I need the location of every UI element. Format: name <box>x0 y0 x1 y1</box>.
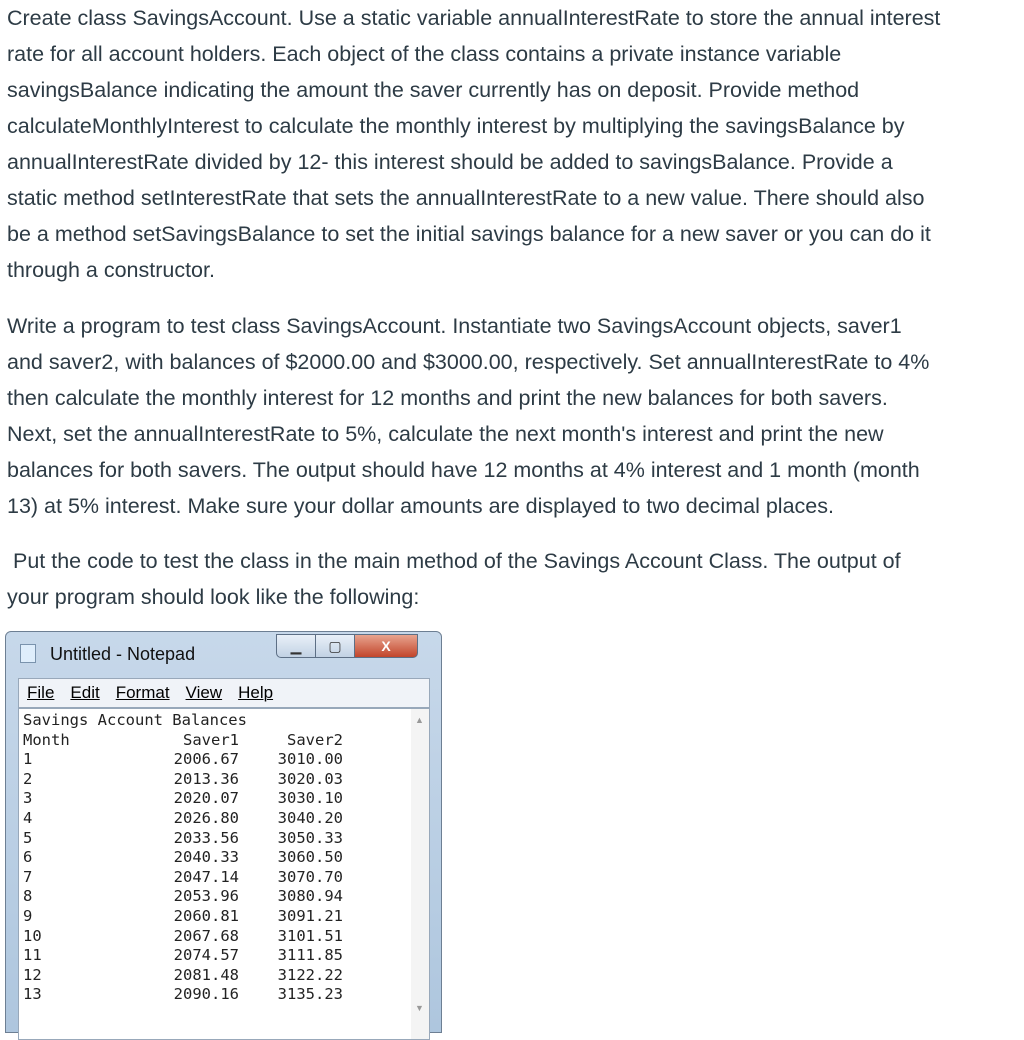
text-line: Create class SavingsAccount. Use a static variable annualInterestRate to store the annual interest <box>7 6 941 30</box>
month-cell: 13 <box>23 985 42 1004</box>
minimize-button[interactable]: ▁ <box>276 634 316 658</box>
month-cell: 7 <box>23 867 33 886</box>
maximize-button[interactable]: ▢ <box>315 634 355 658</box>
month-cell: 11 <box>23 946 42 965</box>
text-line: and saver2, with balances of $2000.00 and $3000.00, respectively. Set annualInterestRate to 4% <box>7 350 930 374</box>
saver1-cell: 2060.81 <box>173 906 239 925</box>
month-cell: 8 <box>23 887 33 906</box>
month-cell: 10 <box>23 926 42 945</box>
table-row <box>23 829 393 849</box>
month-cell: 1 <box>23 750 33 769</box>
month-cell: 6 <box>23 848 33 867</box>
text-line: rate for all account holders. Each object of the class contains a private instance variable <box>7 42 842 66</box>
saver2-cell: 3030.10 <box>277 789 343 808</box>
scroll-up-icon[interactable]: ▲ <box>415 715 424 725</box>
text-line: balances for both savers. The output should have 12 months at 4% interest and 1 month (month <box>7 458 920 482</box>
saver1-cell: 2090.16 <box>173 985 239 1004</box>
paragraph-class-spec <box>7 0 1024 288</box>
text-line: calculateMonthlyInterest to calculate the monthly interest by multiplying the savingsBalance by <box>7 114 905 138</box>
table-row <box>23 789 393 809</box>
month-cell: 9 <box>23 906 33 925</box>
text-line: static method setInterestRate that sets the annualInterestRate to a new value. There should also <box>7 186 925 210</box>
saver2-cell: 3101.51 <box>277 926 343 945</box>
menu-item-help[interactable]: Help <box>238 683 274 702</box>
table-row <box>23 868 393 888</box>
text-line: through a constructor. <box>7 258 215 282</box>
output-heading: Savings Account Balances <box>23 711 247 729</box>
table-row <box>23 966 393 986</box>
column-saver2: Saver2 <box>287 730 343 749</box>
table-row <box>23 946 393 966</box>
menu-item-format[interactable]: Format <box>115 683 170 702</box>
saver2-cell: 3070.70 <box>277 867 343 886</box>
table-row <box>23 985 393 1005</box>
close-button[interactable]: X <box>354 634 418 658</box>
saver1-cell: 2047.14 <box>173 867 239 886</box>
table-row <box>23 887 393 907</box>
text-line: Next, set the annualInterestRate to 5%, calculate the next month's interest and print the new <box>7 422 884 446</box>
saver2-cell: 3135.23 <box>277 985 343 1004</box>
saver2-cell: 3111.85 <box>277 946 343 965</box>
menu-bar <box>18 678 430 708</box>
text-line: 13) at 5% interest. Make sure your dollar amounts are displayed to two decimal places. <box>7 494 834 518</box>
text-line: Put the code to test the class in the main method of the Savings Account Class. The output of <box>13 549 901 573</box>
saver2-cell: 3020.03 <box>277 769 343 788</box>
month-cell: 4 <box>23 808 33 827</box>
column-saver1: Saver1 <box>183 730 239 749</box>
saver1-cell: 2013.36 <box>173 769 239 788</box>
text-line: annualInterestRate divided by 12- this interest should be added to savingsBalance. Provide a <box>7 150 893 174</box>
saver1-cell: 2053.96 <box>173 887 239 906</box>
text-line: be a method setSavingsBalance to set the initial savings balance for a new saver or you can do it <box>7 222 931 246</box>
paragraph-main-method <box>7 543 1024 615</box>
saver1-cell: 2081.48 <box>173 965 239 984</box>
table-row <box>23 927 393 947</box>
scroll-down-icon[interactable]: ▼ <box>415 1003 424 1013</box>
saver2-cell: 3080.94 <box>277 887 343 906</box>
month-cell: 12 <box>23 965 42 984</box>
month-cell: 5 <box>23 828 33 847</box>
table-row <box>23 848 393 868</box>
saver2-cell: 3040.20 <box>277 808 343 827</box>
notepad-icon <box>20 644 36 663</box>
text-line: your program should look like the following: <box>7 585 420 609</box>
saver2-cell: 3122.22 <box>277 965 343 984</box>
saver1-cell: 2040.33 <box>173 848 239 867</box>
saver1-cell: 2026.80 <box>173 808 239 827</box>
text-line: then calculate the monthly interest for 12 months and print the new balances for both savers. <box>7 386 888 410</box>
saver1-cell: 2006.67 <box>173 750 239 769</box>
column-headers <box>23 731 393 751</box>
saver1-cell: 2020.07 <box>173 789 239 808</box>
title-bar[interactable] <box>6 632 441 676</box>
text-area[interactable] <box>18 708 430 1040</box>
table-row <box>23 770 393 790</box>
table-row <box>23 809 393 829</box>
table-row <box>23 750 393 770</box>
text-line: savingsBalance indicating the amount the saver currently has on deposit. Provide method <box>7 78 860 102</box>
saver1-cell: 2067.68 <box>173 926 239 945</box>
month-cell: 2 <box>23 769 33 788</box>
column-month: Month <box>23 730 70 749</box>
saver2-cell: 3060.50 <box>277 848 343 867</box>
vertical-scrollbar[interactable] <box>411 709 429 1039</box>
menu-item-view[interactable]: View <box>185 683 223 702</box>
menu-item-edit[interactable]: Edit <box>70 683 100 702</box>
paragraph-test-program <box>7 308 1024 524</box>
menu-item-file[interactable]: File <box>27 683 55 702</box>
table-row <box>23 907 393 927</box>
saver1-cell: 2033.56 <box>173 828 239 847</box>
month-cell: 3 <box>23 789 33 808</box>
saver2-cell: 3050.33 <box>277 828 343 847</box>
saver2-cell: 3091.21 <box>277 906 343 925</box>
text-line: Write a program to test class SavingsAccount. Instantiate two SavingsAccount objects, saver1 <box>7 314 902 338</box>
window-title: Untitled - Notepad <box>50 644 196 664</box>
saver1-cell: 2074.57 <box>173 946 239 965</box>
notepad-window <box>5 631 442 1033</box>
saver2-cell: 3010.00 <box>277 750 343 769</box>
